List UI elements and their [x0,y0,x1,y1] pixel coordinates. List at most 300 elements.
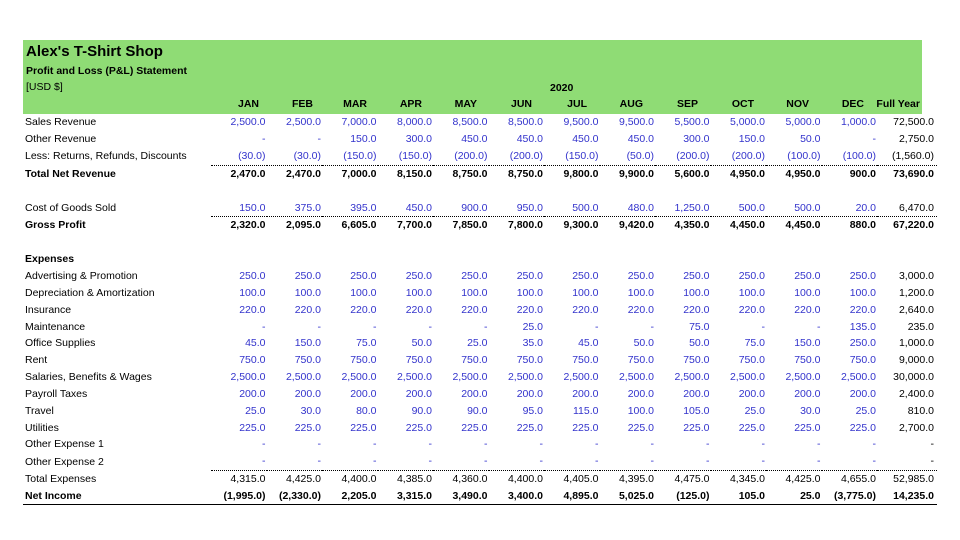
value-cell[interactable]: 4,405.0 [563,473,599,486]
value-cell[interactable]: 450.0 [378,199,434,216]
value-cell[interactable]: 200.0 [738,387,765,400]
full-year-cell[interactable]: 3,000.0 [898,270,934,283]
full-year-cell[interactable] [877,182,937,199]
value-cell[interactable]: 200.0 [794,387,821,400]
value-cell[interactable]: - [817,438,821,451]
value-cell[interactable]: 150.0 [738,133,765,146]
value-cell[interactable]: - [373,438,377,451]
value-cell[interactable]: 300.0 [405,133,432,146]
value-cell[interactable]: 375.0 [267,199,323,216]
value-cell[interactable]: 4,400.0 [341,473,377,486]
value-cell[interactable]: 8,000.0 [396,116,432,129]
value-cell[interactable]: 250.0 [627,270,654,283]
value-cell[interactable]: 220.0 [683,303,710,316]
value-cell[interactable]: 100.0 [461,286,488,299]
row-label[interactable]: Total Expenses [25,472,97,485]
value-cell[interactable]: - [544,453,600,470]
value-cell[interactable]: 2,500.0 [840,371,876,384]
value-cell[interactable]: 4,450.0 [785,219,821,232]
value-cell[interactable]: 5,025.0 [600,488,656,505]
value-cell[interactable]: 450.0 [572,133,599,146]
value-cell[interactable]: 25.0 [522,320,543,333]
value-cell[interactable]: 750.0 [849,354,876,367]
value-cell[interactable]: (125.0) [655,488,711,505]
value-cell[interactable]: 45.0 [245,337,266,350]
value-cell[interactable]: - [317,438,321,451]
value-cell[interactable]: 750.0 [627,354,654,367]
row-label[interactable]: Advertising & Promotion [25,270,138,283]
value-cell[interactable]: 50.0 [633,337,654,350]
value-cell[interactable] [211,251,267,268]
value-cell[interactable]: 250.0 [738,270,765,283]
value-cell[interactable] [766,182,822,199]
value-cell[interactable] [766,251,822,268]
value-cell[interactable]: 200.0 [627,387,654,400]
value-cell[interactable]: 220.0 [294,303,321,316]
value-cell[interactable]: - [267,453,323,470]
value-cell[interactable]: 750.0 [350,354,377,367]
row-label[interactable]: Office Supplies [25,337,96,350]
value-cell[interactable]: 25.0 [766,488,822,505]
value-cell[interactable]: - [262,320,266,333]
value-cell[interactable]: 2,500.0 [285,371,321,384]
value-cell[interactable]: 4,395.0 [618,473,654,486]
value-cell[interactable]: 200.0 [516,387,543,400]
value-cell[interactable] [489,251,545,268]
value-cell[interactable]: 220.0 [849,303,876,316]
value-cell[interactable]: 4,950.0 [729,167,765,180]
value-cell[interactable]: - [600,453,656,470]
value-cell[interactable]: 900.0 [849,167,876,180]
value-cell[interactable]: 30.0 [800,404,821,417]
value-cell[interactable]: 2,500.0 [452,371,488,384]
row-label[interactable] [23,182,211,199]
value-cell[interactable] [711,234,767,251]
value-cell[interactable]: (150.0) [322,148,378,165]
value-cell[interactable]: 750.0 [461,354,488,367]
value-cell[interactable]: 100.0 [738,286,765,299]
value-cell[interactable]: 225.0 [627,421,654,434]
value-cell[interactable]: (2,330.0) [267,488,323,505]
value-cell[interactable]: 35.0 [522,337,543,350]
value-cell[interactable]: (200.0) [711,148,767,165]
value-cell[interactable]: 45.0 [578,337,599,350]
value-cell[interactable]: 80.0 [356,404,377,417]
value-cell[interactable]: - [211,453,267,470]
value-cell[interactable]: 4,360.0 [452,473,488,486]
value-cell[interactable]: 220.0 [794,303,821,316]
value-cell[interactable]: 250.0 [516,270,543,283]
value-cell[interactable]: 100.0 [849,286,876,299]
value-cell[interactable]: - [822,453,878,470]
value-cell[interactable]: 50.0 [800,133,821,146]
value-cell[interactable]: - [433,453,489,470]
value-cell[interactable]: 880.0 [849,219,876,232]
value-cell[interactable]: 100.0 [516,286,543,299]
value-cell[interactable]: 2,500.0 [674,371,710,384]
row-label[interactable]: Sales Revenue [25,116,97,129]
value-cell[interactable]: 250.0 [461,270,488,283]
value-cell[interactable] [322,234,378,251]
value-cell[interactable]: 225.0 [516,421,543,434]
value-cell[interactable]: 4,425.0 [785,473,821,486]
value-cell[interactable]: 9,420.0 [618,219,654,232]
value-cell[interactable]: 9,500.0 [618,116,654,129]
value-cell[interactable]: 200.0 [350,387,377,400]
full-year-cell[interactable]: 73,690.0 [893,167,934,180]
value-cell[interactable]: 7,700.0 [396,219,432,232]
value-cell[interactable] [711,182,767,199]
value-cell[interactable]: 8,150.0 [396,167,432,180]
value-cell[interactable] [378,234,434,251]
value-cell[interactable]: 2,205.0 [322,488,378,505]
value-cell[interactable]: - [761,438,765,451]
value-cell[interactable]: 100.0 [794,286,821,299]
full-year-cell[interactable]: 2,640.0 [898,303,934,316]
value-cell[interactable]: 2,500.0 [785,371,821,384]
value-cell[interactable]: 450.0 [627,133,654,146]
value-cell[interactable]: - [428,320,432,333]
value-cell[interactable]: 2,500.0 [618,371,654,384]
value-cell[interactable]: 750.0 [683,354,710,367]
value-cell[interactable]: 105.0 [711,488,767,505]
value-cell[interactable]: 135.0 [849,320,876,333]
value-cell[interactable]: 7,800.0 [507,219,543,232]
value-cell[interactable] [211,234,267,251]
value-cell[interactable]: - [489,453,545,470]
value-cell[interactable] [211,182,267,199]
row-label[interactable]: Other Expense 2 [25,455,104,468]
value-cell[interactable]: 105.0 [683,404,710,417]
value-cell[interactable]: (30.0) [211,148,267,165]
value-cell[interactable]: 900.0 [433,199,489,216]
value-cell[interactable]: 50.0 [411,337,432,350]
value-cell[interactable]: - [761,320,765,333]
row-label[interactable]: Travel [25,404,54,417]
value-cell[interactable]: 500.0 [544,199,600,216]
row-label[interactable]: Less: Returns, Refunds, Discounts [25,150,187,163]
full-year-cell[interactable]: 235.0 [907,320,934,333]
value-cell[interactable] [378,251,434,268]
value-cell[interactable]: 25.0 [467,337,488,350]
value-cell[interactable] [822,234,878,251]
full-year-cell[interactable]: (1,560.0) [877,148,937,165]
value-cell[interactable]: 500.0 [711,199,767,216]
row-label[interactable] [23,234,211,251]
value-cell[interactable]: 7,850.0 [452,219,488,232]
value-cell[interactable]: 100.0 [239,286,266,299]
value-cell[interactable]: 25.0 [245,404,266,417]
value-cell[interactable] [711,251,767,268]
value-cell[interactable]: 250.0 [572,270,599,283]
value-cell[interactable] [822,182,878,199]
value-cell[interactable]: - [711,453,767,470]
value-cell[interactable]: 250.0 [239,270,266,283]
value-cell[interactable]: 9,800.0 [563,167,599,180]
value-cell[interactable]: 220.0 [239,303,266,316]
row-label[interactable]: Insurance [25,303,72,316]
full-year-cell[interactable]: 52,985.0 [893,473,934,486]
value-cell[interactable]: 300.0 [683,133,710,146]
value-cell[interactable]: 250.0 [849,270,876,283]
value-cell[interactable]: 220.0 [738,303,765,316]
value-cell[interactable]: 100.0 [627,286,654,299]
value-cell[interactable]: 200.0 [683,387,710,400]
value-cell[interactable]: - [484,438,488,451]
value-cell[interactable]: 90.0 [467,404,488,417]
value-cell[interactable]: 4,350.0 [674,219,710,232]
row-label[interactable]: Rent [25,354,48,367]
value-cell[interactable]: - [817,320,821,333]
value-cell[interactable]: 500.0 [766,199,822,216]
value-cell[interactable]: 7,000.0 [341,167,377,180]
value-cell[interactable]: 6,605.0 [341,219,377,232]
value-cell[interactable]: 2,320.0 [230,219,266,232]
value-cell[interactable]: (1,995.0) [211,488,267,505]
value-cell[interactable]: 480.0 [600,199,656,216]
full-year-cell[interactable]: 1,000.0 [898,337,934,350]
value-cell[interactable] [267,182,323,199]
value-cell[interactable]: 750.0 [794,354,821,367]
value-cell[interactable]: 2,500.0 [341,371,377,384]
value-cell[interactable]: 50.0 [689,337,710,350]
value-cell[interactable]: 220.0 [516,303,543,316]
value-cell[interactable]: 4,655.0 [840,473,876,486]
value-cell[interactable]: 3,400.0 [489,488,545,505]
full-year-cell[interactable]: 2,700.0 [898,421,934,434]
value-cell[interactable]: (200.0) [433,148,489,165]
value-cell[interactable]: 220.0 [461,303,488,316]
value-cell[interactable]: 250.0 [849,337,876,350]
value-cell[interactable]: 150.0 [294,337,321,350]
value-cell[interactable]: 8,750.0 [507,167,543,180]
value-cell[interactable]: 750.0 [294,354,321,367]
value-cell[interactable]: 5,000.0 [785,116,821,129]
value-cell[interactable]: 8,500.0 [507,116,543,129]
value-cell[interactable]: - [428,438,432,451]
value-cell[interactable] [378,182,434,199]
full-year-cell[interactable]: 2,400.0 [898,387,934,400]
value-cell[interactable]: 4,895.0 [544,488,600,505]
value-cell[interactable]: 9,900.0 [618,167,654,180]
value-cell[interactable]: 225.0 [738,421,765,434]
row-label[interactable]: Other Revenue [25,133,97,146]
value-cell[interactable]: (200.0) [655,148,711,165]
value-cell[interactable]: 1,000.0 [840,116,876,129]
value-cell[interactable]: 225.0 [572,421,599,434]
value-cell[interactable]: 30.0 [300,404,321,417]
value-cell[interactable] [766,234,822,251]
value-cell[interactable]: 750.0 [516,354,543,367]
value-cell[interactable]: 4,345.0 [729,473,765,486]
value-cell[interactable]: 225.0 [794,421,821,434]
row-label[interactable]: Depreciation & Amortization [25,286,155,299]
row-label[interactable]: Payroll Taxes [25,387,88,400]
value-cell[interactable]: 220.0 [405,303,432,316]
value-cell[interactable]: (3,775.0) [822,488,878,505]
value-cell[interactable]: 4,400.0 [507,473,543,486]
value-cell[interactable]: (200.0) [489,148,545,165]
value-cell[interactable]: 95.0 [522,404,543,417]
value-cell[interactable]: - [650,438,654,451]
value-cell[interactable]: - [595,320,599,333]
value-cell[interactable]: 150.0 [350,133,377,146]
full-year-cell[interactable]: - [930,438,934,451]
value-cell[interactable]: 750.0 [572,354,599,367]
value-cell[interactable]: 2,500.0 [507,371,543,384]
row-label[interactable]: Other Expense 1 [25,438,104,451]
value-cell[interactable]: - [322,453,378,470]
full-year-cell[interactable]: 1,200.0 [898,286,934,299]
value-cell[interactable]: 200.0 [405,387,432,400]
value-cell[interactable]: 7,000.0 [341,116,377,129]
value-cell[interactable] [267,234,323,251]
value-cell[interactable]: 9,500.0 [563,116,599,129]
value-cell[interactable]: (100.0) [766,148,822,165]
value-cell[interactable]: 100.0 [627,404,654,417]
value-cell[interactable]: - [595,438,599,451]
value-cell[interactable]: 100.0 [294,286,321,299]
full-year-cell[interactable]: 2,750.0 [898,133,934,146]
value-cell[interactable] [433,182,489,199]
value-cell[interactable]: 100.0 [683,286,710,299]
value-cell[interactable]: - [872,438,876,451]
value-cell[interactable]: 150.0 [794,337,821,350]
value-cell[interactable]: 2,500.0 [729,371,765,384]
value-cell[interactable]: 450.0 [516,133,543,146]
value-cell[interactable]: - [655,453,711,470]
value-cell[interactable]: 225.0 [405,421,432,434]
value-cell[interactable]: 220.0 [350,303,377,316]
full-year-cell[interactable] [877,234,937,251]
value-cell[interactable] [544,251,600,268]
value-cell[interactable]: - [262,133,266,146]
full-year-cell[interactable]: 72,500.0 [893,116,934,129]
value-cell[interactable]: 450.0 [461,133,488,146]
value-cell[interactable]: 220.0 [572,303,599,316]
value-cell[interactable]: 75.0 [356,337,377,350]
value-cell[interactable] [655,234,711,251]
value-cell[interactable] [655,182,711,199]
value-cell[interactable]: 4,385.0 [396,473,432,486]
value-cell[interactable]: 750.0 [239,354,266,367]
value-cell[interactable] [489,234,545,251]
value-cell[interactable] [600,234,656,251]
row-label[interactable]: Expenses [25,253,75,266]
value-cell[interactable]: 25.0 [855,404,876,417]
value-cell[interactable]: 75.0 [689,320,710,333]
full-year-cell[interactable]: - [877,453,937,470]
full-year-cell[interactable]: 810.0 [907,404,934,417]
value-cell[interactable]: 2,470.0 [285,167,321,180]
value-cell[interactable] [322,251,378,268]
value-cell[interactable] [600,182,656,199]
full-year-cell[interactable]: 6,470.0 [877,199,937,216]
value-cell[interactable] [544,182,600,199]
value-cell[interactable]: 2,500.0 [285,116,321,129]
value-cell[interactable]: 220.0 [627,303,654,316]
value-cell[interactable]: 200.0 [849,387,876,400]
value-cell[interactable]: 200.0 [461,387,488,400]
value-cell[interactable]: 150.0 [211,199,267,216]
value-cell[interactable]: 115.0 [573,404,599,417]
value-cell[interactable]: 225.0 [294,421,321,434]
row-label[interactable]: Total Net Revenue [25,167,116,180]
value-cell[interactable] [433,251,489,268]
value-cell[interactable]: 225.0 [350,421,377,434]
value-cell[interactable]: 1,250.0 [655,199,711,216]
value-cell[interactable]: - [766,453,822,470]
row-label[interactable]: Cost of Goods Sold [25,201,117,214]
value-cell[interactable]: 3,490.0 [433,488,489,505]
value-cell[interactable]: 4,950.0 [785,167,821,180]
value-cell[interactable]: 250.0 [683,270,710,283]
value-cell[interactable]: - [706,438,710,451]
value-cell[interactable]: 8,500.0 [452,116,488,129]
full-year-cell[interactable]: 9,000.0 [898,354,934,367]
value-cell[interactable]: 2,500.0 [230,371,266,384]
value-cell[interactable]: 100.0 [572,286,599,299]
value-cell[interactable]: 2,500.0 [396,371,432,384]
value-cell[interactable]: 2,470.0 [230,167,266,180]
value-cell[interactable]: (150.0) [378,148,434,165]
value-cell[interactable]: 200.0 [239,387,266,400]
value-cell[interactable]: - [539,438,543,451]
value-cell[interactable]: 250.0 [350,270,377,283]
value-cell[interactable]: (150.0) [544,148,600,165]
value-cell[interactable]: 25.0 [744,404,765,417]
value-cell[interactable]: - [650,320,654,333]
value-cell[interactable]: 395.0 [322,199,378,216]
value-cell[interactable] [822,251,878,268]
value-cell[interactable]: - [373,320,377,333]
value-cell[interactable]: 4,425.0 [285,473,321,486]
row-label[interactable]: Net Income [23,488,211,505]
value-cell[interactable]: - [872,133,876,146]
value-cell[interactable]: 4,315.0 [230,473,266,486]
value-cell[interactable]: 2,500.0 [230,116,266,129]
value-cell[interactable]: - [317,133,321,146]
value-cell[interactable]: 4,450.0 [729,219,765,232]
value-cell[interactable]: 9,300.0 [563,219,599,232]
value-cell[interactable]: 75.0 [744,337,765,350]
value-cell[interactable]: 225.0 [683,421,710,434]
value-cell[interactable] [267,251,323,268]
value-cell[interactable]: 5,500.0 [674,116,710,129]
row-label[interactable]: Salaries, Benefits & Wages [25,371,152,384]
value-cell[interactable]: (30.0) [267,148,323,165]
row-label[interactable]: Utilities [25,421,59,434]
full-year-cell[interactable] [877,251,937,268]
full-year-cell[interactable]: 67,220.0 [893,219,934,232]
value-cell[interactable]: 8,750.0 [452,167,488,180]
row-label[interactable]: Maintenance [25,320,86,333]
value-cell[interactable]: 100.0 [350,286,377,299]
value-cell[interactable]: 4,475.0 [674,473,710,486]
value-cell[interactable]: 100.0 [405,286,432,299]
value-cell[interactable]: 950.0 [489,199,545,216]
value-cell[interactable]: 2,500.0 [563,371,599,384]
value-cell[interactable]: - [317,320,321,333]
full-year-cell[interactable]: 14,235.0 [877,488,937,505]
value-cell[interactable]: - [262,438,266,451]
value-cell[interactable] [489,182,545,199]
value-cell[interactable]: - [378,453,434,470]
value-cell[interactable]: 90.0 [411,404,432,417]
value-cell[interactable] [655,251,711,268]
value-cell[interactable]: 225.0 [849,421,876,434]
value-cell[interactable]: (50.0) [600,148,656,165]
